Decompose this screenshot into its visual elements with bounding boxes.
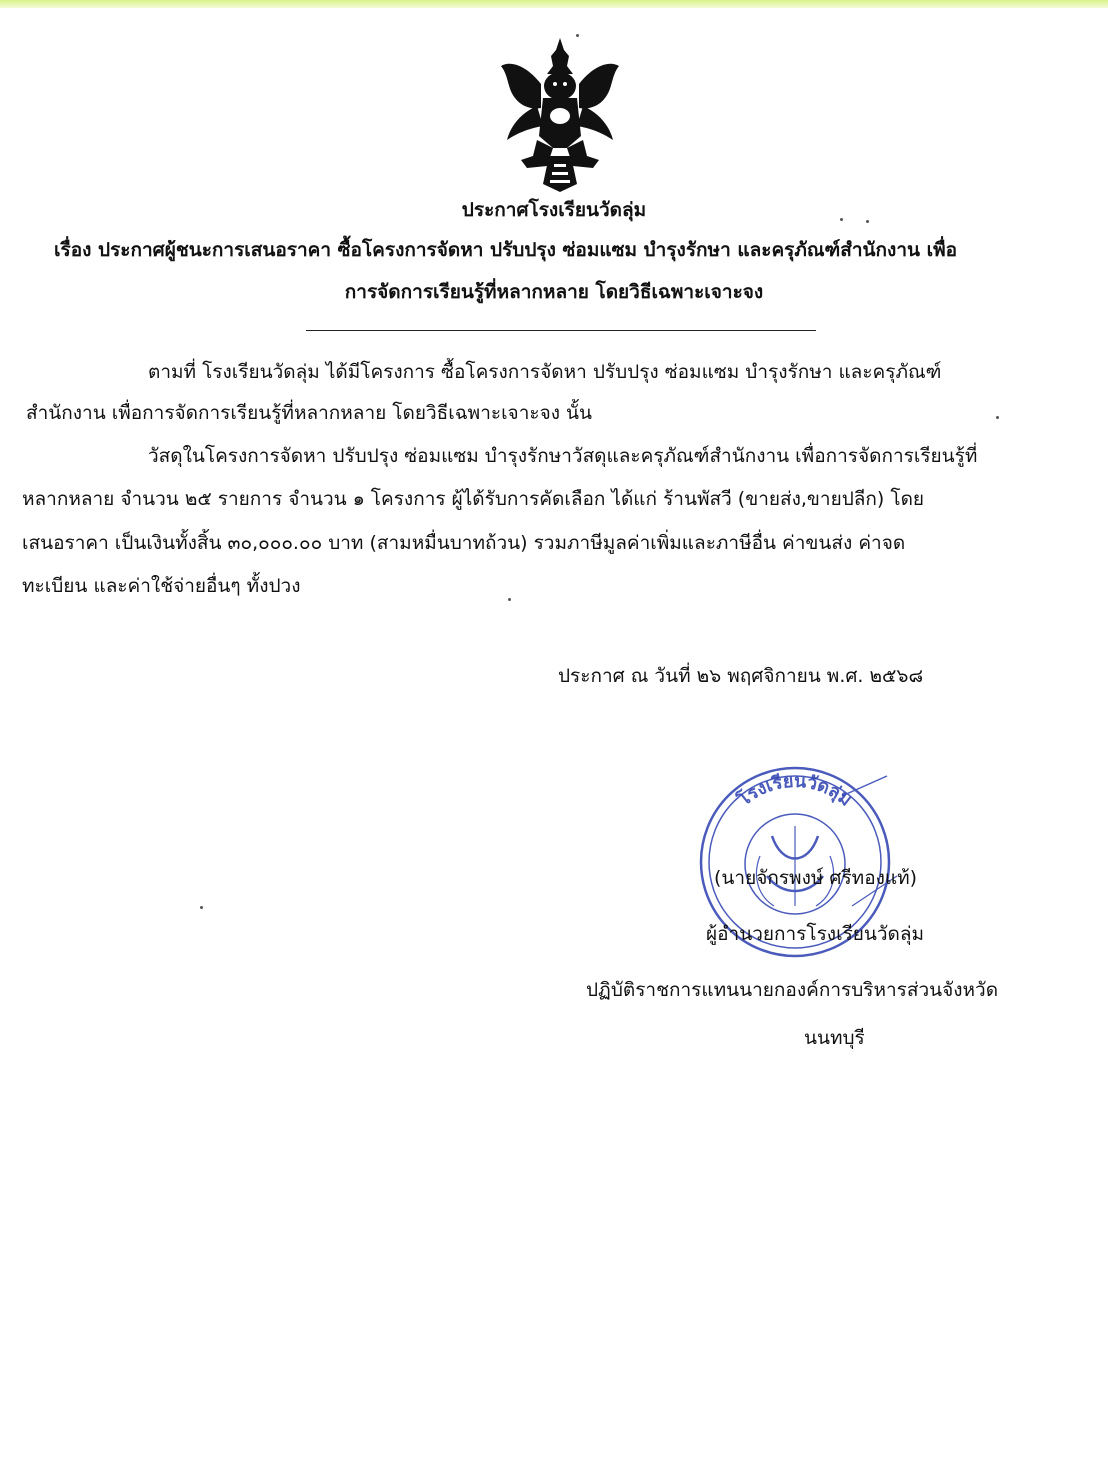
paragraph-1-line-1: ตามที่ โรงเรียนวัดลุ่ม ได้มีโครงการ ซื้อโครงการจัดหา ปรับปรุง ซ่อมแซม บำรุงรักษา และครุภัณฑ์ (148, 361, 942, 383)
signer-position-1: ผู้อำนวยการโรงเรียนวัดลุ่ม (706, 923, 925, 945)
subject-line-1: เรื่อง ประกาศผู้ชนะการเสนอราคา ซื้อโครงการจัดหา ปรับปรุง ซ่อมแซม บำรุงรักษา และครุภัณฑ์สำนักงาน เพื่อ (54, 239, 958, 261)
scan-speck (576, 34, 579, 37)
paragraph-1-line-2: สำนักงาน เพื่อการจัดการเรียนรู้ที่หลากหลาย โดยวิธีเฉพาะเจาะจง นั้น (26, 402, 592, 424)
scan-speck (996, 416, 999, 419)
paragraph-2-line-4: ทะเบียน และค่าใช้จ่ายอื่นๆ ทั้งปวง (22, 575, 301, 597)
announcement-date: ประกาศ ณ วันที่ ๒๖ พฤศจิกายน พ.ศ. ๒๕๖๘ (558, 665, 924, 687)
paragraph-2-line-1: วัสดุในโครงการจัดหา ปรับปรุง ซ่อมแซม บำรุงรักษาวัสดุและครุภัณฑ์สำนักงาน เพื่อการจัดการเรียนรู้ที่ (148, 445, 978, 467)
announcement-title: ประกาศโรงเรียนวัดลุ่ม (461, 199, 647, 221)
scan-speck (840, 218, 843, 221)
signer-name: (นายจักรพงษ์ ศรีทองแท้) (714, 867, 918, 889)
title-divider (306, 330, 816, 331)
scan-speck (866, 220, 869, 223)
paragraph-2-line-2: หลากหลาย จำนวน ๒๕ รายการ จำนวน ๑ โครงการ ผู้ได้รับการคัดเลือก ได้แก่ ร้านพัสวี (ขายส่ง,ขายปลีก) โดย (22, 488, 925, 510)
stamp-text: โรงเรียนวัดลุ่ม (734, 770, 856, 811)
signer-position-3: นนทบุรี (804, 1027, 865, 1049)
paragraph-2-line-3: เสนอราคา เป็นเงินทั้งสิ้น ๓๐,๐๐๐.๐๐ บาท (สามหมื่นบาทถ้วน) รวมภาษีมูลค่าเพิ่มและภาษีอื่น ค่าขนส่ง ค่าจด (22, 532, 906, 554)
garuda-emblem-icon (497, 36, 623, 194)
scan-speck (200, 906, 203, 909)
top-color-band (0, 0, 1108, 8)
signer-position-2: ปฏิบัติราชการแทนนายกองค์การบริหารส่วนจังหวัด (586, 979, 999, 1001)
scan-speck (508, 598, 511, 601)
subject-line-2: การจัดการเรียนรู้ที่หลากหลาย โดยวิธีเฉพาะเจาะจง (344, 281, 764, 303)
